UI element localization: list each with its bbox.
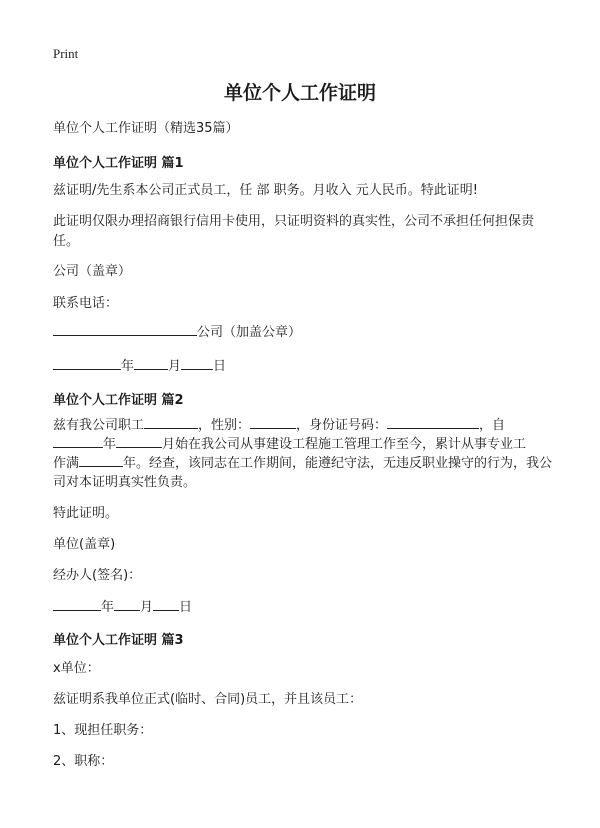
blank-year bbox=[53, 598, 101, 611]
date-month-label: 月 bbox=[140, 600, 154, 615]
section-heading-2: 单位个人工作证明 篇2 bbox=[53, 393, 184, 408]
s1-date-line bbox=[53, 357, 226, 376]
blank-name bbox=[144, 416, 198, 429]
s1-seal-line: 公司（盖章） bbox=[53, 264, 132, 279]
date-day-label: 日 bbox=[213, 359, 227, 374]
print-link[interactable]: Print bbox=[53, 46, 79, 61]
section-heading-3: 单位个人工作证明 篇3 bbox=[53, 633, 184, 648]
s2-text-5: 年 bbox=[103, 437, 117, 452]
s3-intro-line: 兹证明系我单位正式(临时、合同)员工，并且该员工： bbox=[53, 692, 363, 707]
document-title: 单位个人工作证明 bbox=[223, 82, 376, 104]
blank-month bbox=[134, 357, 168, 370]
s2-paragraph bbox=[53, 416, 553, 492]
s2-special-line: 特此证明。 bbox=[53, 506, 119, 521]
s2-text-4: ，自 bbox=[479, 418, 506, 433]
s2-text-8: 年。经查，该同志在工作期间，能遵纪守法，无违反职业操守的行为，我公司对本证明真实性负责。 bbox=[53, 456, 553, 490]
blank-years bbox=[79, 454, 123, 467]
blank-start-year bbox=[53, 435, 103, 448]
blank-day bbox=[181, 357, 213, 370]
s3-item-1: 1、现担任职务： bbox=[53, 723, 153, 738]
s3-item-2: 2、职称： bbox=[53, 754, 114, 769]
blank-gender bbox=[250, 416, 296, 429]
section-heading-1: 单位个人工作证明 篇1 bbox=[53, 156, 184, 171]
blank-month bbox=[114, 598, 140, 611]
blank-day bbox=[153, 598, 179, 611]
s1-paragraph-1: 兹证明/先生系本公司正式员工，任 部 职务。月收入 元人民币。特此证明! bbox=[53, 183, 478, 198]
s1-company-seal-line bbox=[53, 323, 301, 342]
s2-text-6: 月始在我公司从事建设工程施工管理工作至今，累计从事专业工 bbox=[162, 437, 527, 452]
date-year-label: 年 bbox=[121, 359, 135, 374]
s2-unit-seal-line: 单位(盖章) bbox=[53, 537, 116, 552]
date-day-label: 日 bbox=[179, 600, 193, 615]
date-year-label: 年 bbox=[101, 600, 115, 615]
s2-text-3: ，身份证号码： bbox=[296, 418, 388, 433]
date-month-label: 月 bbox=[168, 359, 182, 374]
blank-line bbox=[53, 323, 197, 336]
blank-year bbox=[53, 357, 121, 370]
s1-paragraph-2: 此证明仅限办理招商银行信用卡使用，只证明资料的真实性，公司不承担任何担保责任。 bbox=[53, 214, 535, 249]
blank-id-number bbox=[387, 416, 479, 429]
s3-x-unit-line: x单位： bbox=[53, 661, 100, 676]
s2-date-line bbox=[53, 598, 192, 617]
s2-text-2: ，性别： bbox=[198, 418, 251, 433]
s2-text-1: 兹有我公司职工 bbox=[53, 418, 145, 433]
document-subtitle: 单位个人工作证明（精选35篇） bbox=[53, 121, 239, 136]
blank-start-month bbox=[116, 435, 162, 448]
s1-phone-line: 联系电话： bbox=[53, 296, 119, 311]
company-seal-text: 公司（加盖公章） bbox=[197, 325, 302, 340]
s2-text-7: 作满 bbox=[53, 456, 80, 471]
s2-handler-line: 经办人(签名)： bbox=[53, 568, 142, 583]
